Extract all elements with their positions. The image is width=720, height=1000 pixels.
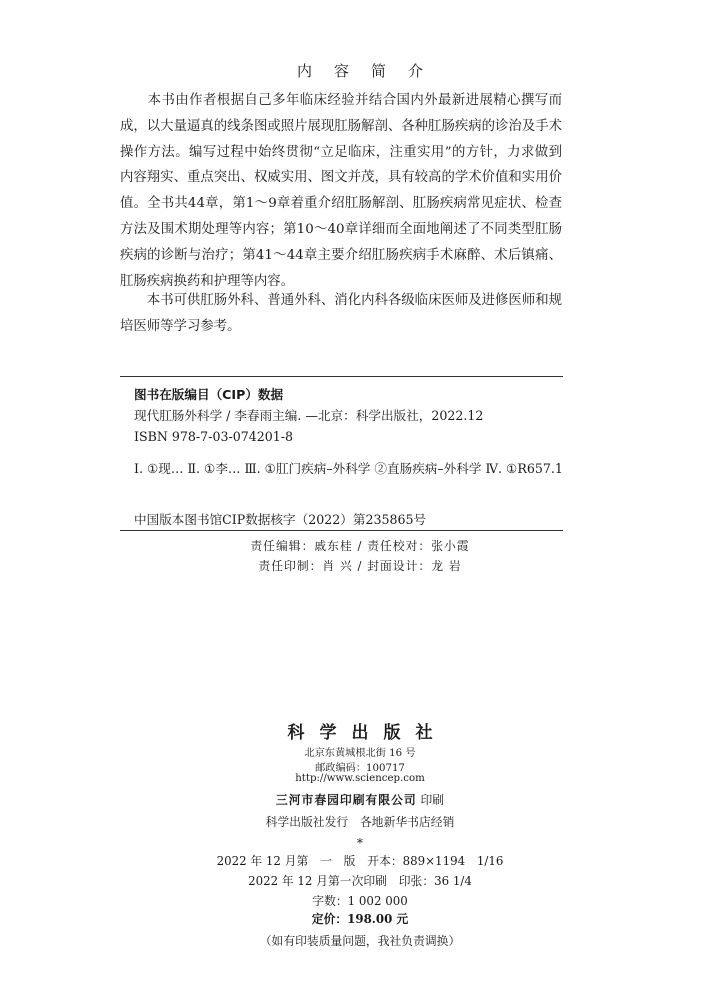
printing-line: 2022 年 12 月第一次印刷 印张：36 1/4 — [248, 874, 472, 888]
word-count: 字数：1 002 000 — [312, 894, 408, 908]
price: 定价：198.00 元 — [311, 912, 409, 926]
cip-heading: 图书在版编目（CIP）数据 — [134, 387, 284, 402]
cip-isbn: ISBN 978-7-03-074201-8 — [134, 429, 294, 444]
quality-notice: （如有印装质量问题，我社负责调换） — [259, 934, 461, 948]
intro-paragraph-1-text: 本书由作者根据自己多年临床经验并结合国内外最新进展精心撰写而成，以大量逼真的线条图或照片展现肛肠解剖、各种肛肠疾病的诊治及手术操作方法。编写过程中始终贯彻“立足临床，注重实用”的方针，力求做到内容翔实、重点突出、权威实用、图文并茂，具有较高的学术价值和实用价值。全书共44章，第1～9章着重介绍肛肠解剖、肛肠疾病常见症状、检查方法及围术期处理等内容；第10～40章详细而全面地阐述了不同类型肛肠疾病的诊断与治疗；第41～44章主要介绍肛肠疾病手术麻醉、术后镇痛、肛肠疾病换药和护理等内容。 — [120, 93, 563, 289]
publisher-website: http://www.sciencep.com — [295, 773, 425, 784]
intro-paragraph-1 — [120, 88, 562, 294]
separator-asterisk: * — [357, 836, 363, 850]
edition-line: 2022 年 12 月第 一 版 开本：889×1194 1/16 — [216, 854, 504, 868]
cip-top-rule — [120, 376, 563, 377]
publisher-postcode: 邮政编码：100717 — [315, 763, 405, 774]
publisher-logo: 科学出版社 — [287, 723, 448, 743]
cip-classification: Ⅰ. ①现… Ⅱ. ①李… Ⅲ. ①肛门疾病–外科学 ②直肠疾病–外科学 Ⅳ. ①R657.1 — [134, 461, 563, 476]
printer-name: 三河市春园印刷有限公司 — [275, 793, 417, 807]
cip-record-number: 中国版本图书馆CIP数据核字（2022）第235865号 — [134, 512, 427, 527]
distribution-line: 科学出版社发行 各地新华书店经销 — [265, 815, 455, 829]
cip-bottom-rule — [120, 530, 563, 531]
printer-line — [0, 791, 720, 808]
intro-title: 内容简介 — [296, 62, 445, 80]
publisher-address: 北京东黄城根北街 16 号 — [304, 748, 416, 759]
cip-citation: 现代肛肠外科学 / 李春雨主编. —北京：科学出版社，2022.12 — [134, 408, 484, 423]
printer-suffix: 印刷 — [420, 793, 445, 807]
intro-paragraph-2 — [120, 288, 562, 340]
staff-production: 责任印制：肖 兴 / 封面设计：龙 岩 — [258, 559, 462, 573]
staff-editors: 责任编辑：戚东桂 / 责任校对：张小霞 — [250, 539, 470, 553]
intro-paragraph-2-text: 本书可供肛肠外科、普通外科、消化内科各级临床医师及进修医师和规培医师等学习参考。 — [120, 293, 563, 334]
